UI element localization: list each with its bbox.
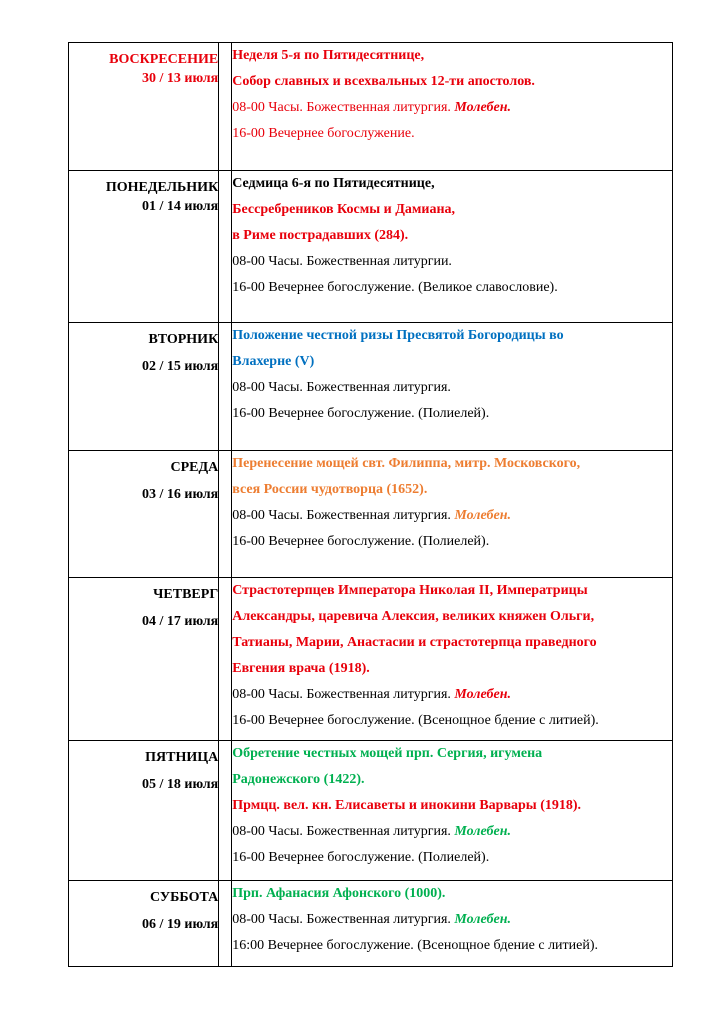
service-text: 16-00 Вечернее богослужение. (Всенощное бдение с литией). — [232, 713, 599, 728]
day-date: 02 / 15 июля — [142, 359, 219, 374]
service-text: Молебен. — [454, 100, 511, 115]
service-text: 16-00 Вечернее богослужение. (Полиелей). — [232, 850, 490, 865]
service-text: 16-00 Вечернее богослужение. — [232, 126, 415, 141]
service-cell — [232, 43, 673, 171]
service-line — [232, 933, 672, 959]
service-text: 08-00 Часы. Божественная литургия. — [232, 687, 455, 702]
service-text: Бессребреников Космы и Дамиана, — [232, 202, 456, 217]
service-line — [232, 604, 672, 630]
service-text: 08-00 Часы. Божественная литургия. — [232, 508, 455, 523]
spacer-cell — [219, 451, 232, 578]
day-name: СУББОТА — [149, 890, 219, 905]
day-name: ПОНЕДЕЛЬНИК — [105, 180, 219, 195]
service-line — [232, 451, 672, 477]
service-line — [232, 349, 672, 375]
service-text: 08-00 Часы. Божественная литургия. — [232, 824, 455, 839]
service-text: 16-00 Вечернее богослужение. (Полиелей). — [232, 406, 490, 421]
service-cell — [232, 451, 673, 578]
service-text: Собор славных и всехвальных 12-ти апостолов. — [232, 74, 535, 89]
service-line — [232, 503, 672, 529]
service-text: Обретение честных мощей прп. Сергия, игумена — [232, 746, 543, 761]
service-text: Татианы, Марии, Анастасии и страстотерпца праведного — [232, 635, 597, 650]
service-text: всея России чудотворца (1652). — [232, 482, 428, 497]
service-text: 16:00 Вечернее богослужение. (Всенощное бдение с литией). — [232, 938, 599, 953]
service-text: Евгения врача (1918). — [232, 661, 370, 676]
schedule-row — [69, 881, 673, 967]
service-cell — [232, 171, 673, 323]
service-line — [232, 793, 672, 819]
day-name: СРЕДА — [170, 460, 219, 475]
service-line — [232, 43, 672, 69]
service-text: 16-00 Вечернее богослужение. (Полиелей). — [232, 534, 490, 549]
day-name: ВОСКРЕСЕНИЕ — [109, 52, 219, 67]
service-text: 08-00 Часы. Божественная литургия. — [232, 100, 455, 115]
service-line — [232, 682, 672, 708]
service-text: Положение честной ризы Пресвятой Богородицы во — [232, 328, 564, 343]
schedule-row — [69, 578, 673, 741]
day-name: ПЯТНИЦА — [145, 750, 219, 765]
schedule-row — [69, 323, 673, 451]
service-text: в Риме пострадавших (284). — [232, 228, 409, 243]
service-text: 08-00 Часы. Божественная литургия. — [232, 380, 451, 395]
service-cell — [232, 578, 673, 741]
service-line — [232, 171, 672, 197]
day-date: 03 / 16 июля — [142, 487, 219, 502]
service-text: 08-00 Часы. Божественная литургия. — [232, 912, 455, 927]
service-text: 16-00 Вечернее богослужение. (Великое славословие). — [232, 280, 558, 295]
service-line — [232, 95, 672, 121]
spacer-cell — [219, 323, 232, 451]
schedule-row — [69, 171, 673, 323]
day-name: ВТОРНИК — [148, 332, 219, 347]
service-text: Прмцц. вел. кн. Елисаветы и инокини Варвары (1918). — [232, 798, 582, 813]
service-text: Молебен. — [454, 508, 511, 523]
spacer-cell — [219, 578, 232, 741]
service-text: Александры, царевича Алексия, великих княжен Ольги, — [232, 609, 595, 624]
day-cell — [69, 741, 219, 881]
service-line — [232, 741, 672, 767]
service-line — [232, 767, 672, 793]
day-cell — [69, 171, 219, 323]
service-line — [232, 881, 672, 907]
service-text: Прп. Афанасия Афонского (1000). — [232, 886, 446, 901]
spacer-cell — [219, 881, 232, 967]
day-cell — [69, 451, 219, 578]
day-cell — [69, 43, 219, 171]
service-text: 08-00 Часы. Божественная литургии. — [232, 254, 452, 269]
service-text: Радонежского (1422). — [232, 772, 365, 787]
schedule-row — [69, 741, 673, 881]
day-cell — [69, 881, 219, 967]
service-text: Молебен. — [454, 912, 511, 927]
service-cell — [232, 323, 673, 451]
service-cell — [232, 881, 673, 967]
service-line — [232, 69, 672, 95]
service-line — [232, 529, 672, 555]
day-cell — [69, 323, 219, 451]
schedule-table — [68, 42, 673, 967]
service-line — [232, 708, 672, 734]
service-line — [232, 845, 672, 871]
schedule-row — [69, 451, 673, 578]
spacer-cell — [219, 741, 232, 881]
day-date: 05 / 18 июля — [142, 777, 219, 792]
service-line — [232, 401, 672, 427]
service-line — [232, 375, 672, 401]
service-line — [232, 275, 672, 301]
service-line — [232, 907, 672, 933]
service-line — [232, 121, 672, 147]
service-line — [232, 578, 672, 604]
service-line — [232, 819, 672, 845]
service-cell — [232, 741, 673, 881]
service-text: Молебен. — [454, 687, 511, 702]
day-cell — [69, 578, 219, 741]
schedule-row — [69, 43, 673, 171]
service-text: Страстотерпцев Императора Николая II, Императрицы — [232, 583, 588, 598]
schedule-body — [69, 43, 673, 967]
day-date: 04 / 17 июля — [142, 614, 219, 629]
service-line — [232, 249, 672, 275]
service-line — [232, 223, 672, 249]
service-text: Молебен. — [454, 824, 511, 839]
day-name: ЧЕТВЕРГ — [153, 587, 219, 602]
service-line — [232, 477, 672, 503]
service-text: Влахерне (V) — [232, 354, 315, 369]
spacer-cell — [219, 171, 232, 323]
spacer-cell — [219, 43, 232, 171]
service-text: Седмица 6-я по Пятидесятнице, — [232, 176, 435, 191]
service-line — [232, 323, 672, 349]
day-date: 01 / 14 июля — [142, 199, 219, 214]
service-text: Неделя 5-я по Пятидесятнице, — [232, 48, 425, 63]
service-text: Перенесение мощей свт. Филиппа, митр. Московского, — [232, 456, 581, 471]
service-line — [232, 630, 672, 656]
day-date: 30 / 13 июля — [142, 71, 219, 86]
service-line — [232, 656, 672, 682]
service-line — [232, 197, 672, 223]
day-date: 06 / 19 июля — [142, 917, 219, 932]
